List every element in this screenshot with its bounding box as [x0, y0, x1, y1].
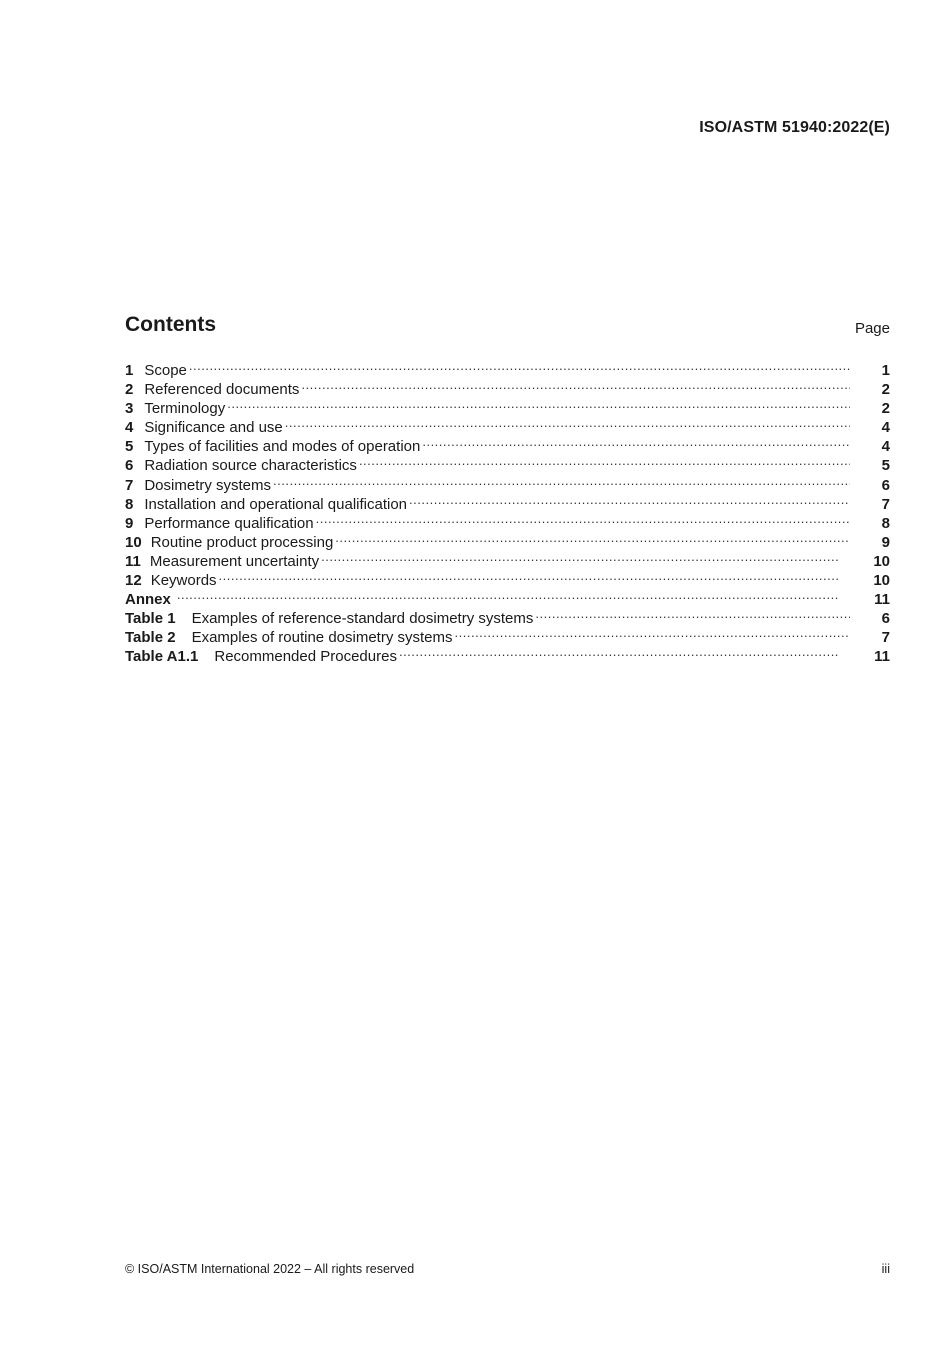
toc-entry-number: 3	[125, 400, 134, 418]
toc-leader-dots	[409, 490, 850, 509]
toc-entry-terminology[interactable]	[125, 394, 890, 418]
toc-entry-number: 5	[125, 438, 134, 456]
toc-entry-page: 2	[881, 381, 890, 399]
toc-entry-page: 7	[881, 495, 890, 513]
contents-heading: Contents	[125, 313, 216, 336]
toc-entry-title: Radiation source characteristics	[144, 457, 357, 475]
toc-entry-title: Installation and operational qualification	[144, 495, 408, 513]
toc-entry-number: 9	[125, 514, 134, 532]
table-of-contents	[125, 356, 890, 666]
toc-entry-number: 2	[125, 381, 134, 399]
page-column-label: Page	[854, 320, 890, 337]
toc-entry-page: 6	[881, 610, 890, 628]
toc-leader-dots	[321, 547, 840, 566]
toc-entry-title: Scope	[144, 362, 187, 379]
toc-entry-page: 11	[874, 591, 890, 609]
toc-leader-dots	[189, 356, 850, 375]
toc-entry-title: Types of facilities and modes of operation	[144, 438, 421, 456]
toc-entry-title: Terminology	[144, 400, 226, 418]
toc-entry-number: 11	[125, 552, 141, 570]
toc-leader-dots	[301, 375, 850, 394]
toc-leader-dots	[455, 623, 850, 642]
toc-entry-page: 6	[881, 476, 890, 494]
toc-entry-number: Annex	[125, 591, 171, 609]
toc-entry-page: 10	[873, 552, 890, 570]
toc-leader-dots	[177, 585, 840, 604]
toc-entry-keywords[interactable]	[125, 566, 890, 590]
document-id: ISO/ASTM 51940:2022(E)	[699, 119, 890, 136]
toc-entry-number: Table 2	[125, 629, 176, 647]
toc-leader-dots	[535, 604, 850, 623]
toc-entry-number: 10	[125, 533, 142, 551]
toc-leader-dots	[399, 642, 840, 661]
toc-entry-number: 1	[125, 362, 134, 379]
toc-entry-number: 7	[125, 476, 134, 494]
toc-entry-page: 4	[881, 438, 890, 456]
toc-leader-dots	[273, 471, 850, 490]
toc-entry-number: 4	[125, 419, 134, 437]
toc-entry-significance-and-use[interactable]	[125, 413, 890, 437]
footer-page-number: iii	[881, 1262, 890, 1276]
toc-entry-title: Recommended Procedures	[214, 648, 397, 666]
toc-entry-page: 8	[881, 514, 890, 532]
toc-leader-dots	[219, 566, 840, 585]
toc-entry-scope[interactable]	[125, 356, 890, 379]
toc-entry-page: 5	[881, 457, 890, 475]
toc-leader-dots	[285, 413, 850, 432]
toc-entry-number: Table A1.1	[125, 648, 199, 666]
toc-entry-title: Performance qualification	[144, 514, 314, 532]
toc-entry-referenced-documents[interactable]	[125, 375, 890, 399]
toc-entry-number: 8	[125, 495, 134, 513]
footer-copyright: © ISO/ASTM International 2022 – All rights reserved	[125, 1262, 415, 1276]
toc-entry-annex[interactable]	[125, 585, 890, 609]
toc-entry-title: Dosimetry systems	[144, 476, 272, 494]
toc-entry-title: Referenced documents	[144, 381, 300, 399]
toc-entry-number: 12	[125, 572, 142, 590]
toc-entry-title: Examples of reference-standard dosimetry systems	[191, 610, 534, 628]
toc-entry-title: Measurement uncertainty	[149, 552, 320, 570]
toc-entry-number: Table 1	[125, 610, 176, 628]
toc-entry-table-1[interactable]	[125, 604, 890, 628]
toc-leader-dots	[359, 451, 850, 470]
toc-entry-page: 10	[873, 572, 890, 590]
toc-entry-title: Examples of routine dosimetry systems	[191, 629, 453, 647]
toc-leader-dots	[422, 432, 850, 451]
toc-entry-page: 4	[881, 419, 890, 437]
toc-entry-page: 2	[881, 400, 890, 418]
toc-entry-number: 6	[125, 457, 134, 475]
toc-entry-title: Keywords	[150, 572, 217, 590]
toc-entry-page: 7	[881, 629, 890, 647]
toc-entry-title: Routine product processing	[150, 533, 334, 551]
toc-entry-title: Significance and use	[144, 419, 283, 437]
toc-entry-page: 1	[881, 362, 890, 379]
toc-leader-dots	[227, 394, 850, 413]
toc-entry-page: 11	[874, 648, 890, 666]
toc-leader-dots	[316, 509, 850, 528]
toc-leader-dots	[335, 528, 850, 547]
toc-entry-page: 9	[881, 533, 890, 551]
